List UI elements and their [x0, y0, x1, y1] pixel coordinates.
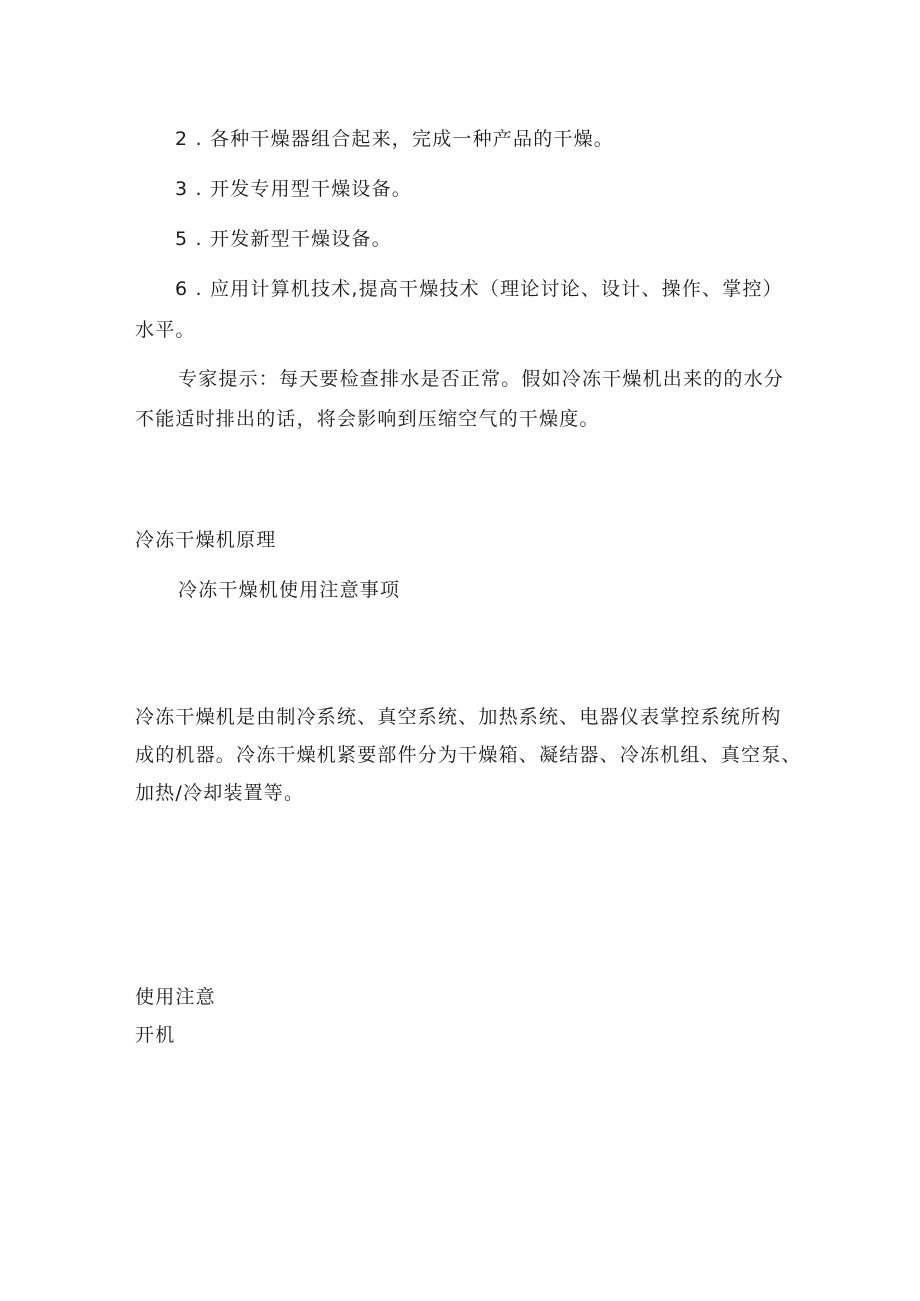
- heading-principle: 冷冻干燥机原理: [135, 529, 277, 551]
- list-item-6-line-1: 6 . 应用计算机技术,提高干燥技术（理论讨论、设计、操作、掌控）: [175, 278, 783, 300]
- body-paragraph-line-3: 加热/冷却装置等。: [135, 782, 305, 804]
- expert-tip-line-1: 专家提示：每天要检查排水是否正常。假如冷冻干燥机出来的的水分: [178, 368, 785, 390]
- body-paragraph-line-2: 成的机器。冷冻干燥机紧要部件分为干燥箱、凝结器、冷冻机组、真空泵、: [135, 744, 802, 766]
- heading-startup: 开机: [135, 1024, 176, 1046]
- list-item-5: 5 . 开发新型干燥设备。: [175, 228, 392, 250]
- list-item-2: 2 . 各种干燥器组合起来，完成一种产品的干燥。: [175, 128, 615, 150]
- list-item-6-line-2: 水平。: [135, 319, 196, 341]
- list-item-3: 3 . 开发专用型干燥设备。: [175, 178, 413, 200]
- body-paragraph-line-1: 冷冻干燥机是由制冷系统、真空系统、加热系统、电器仪表掌控系统所构: [135, 706, 782, 728]
- expert-tip-line-2: 不能适时排出的话，将会影响到压缩空气的干燥度。: [135, 408, 600, 430]
- heading-usage: 使用注意: [135, 986, 216, 1008]
- heading-usage-notes: 冷冻干燥机使用注意事项: [178, 579, 401, 601]
